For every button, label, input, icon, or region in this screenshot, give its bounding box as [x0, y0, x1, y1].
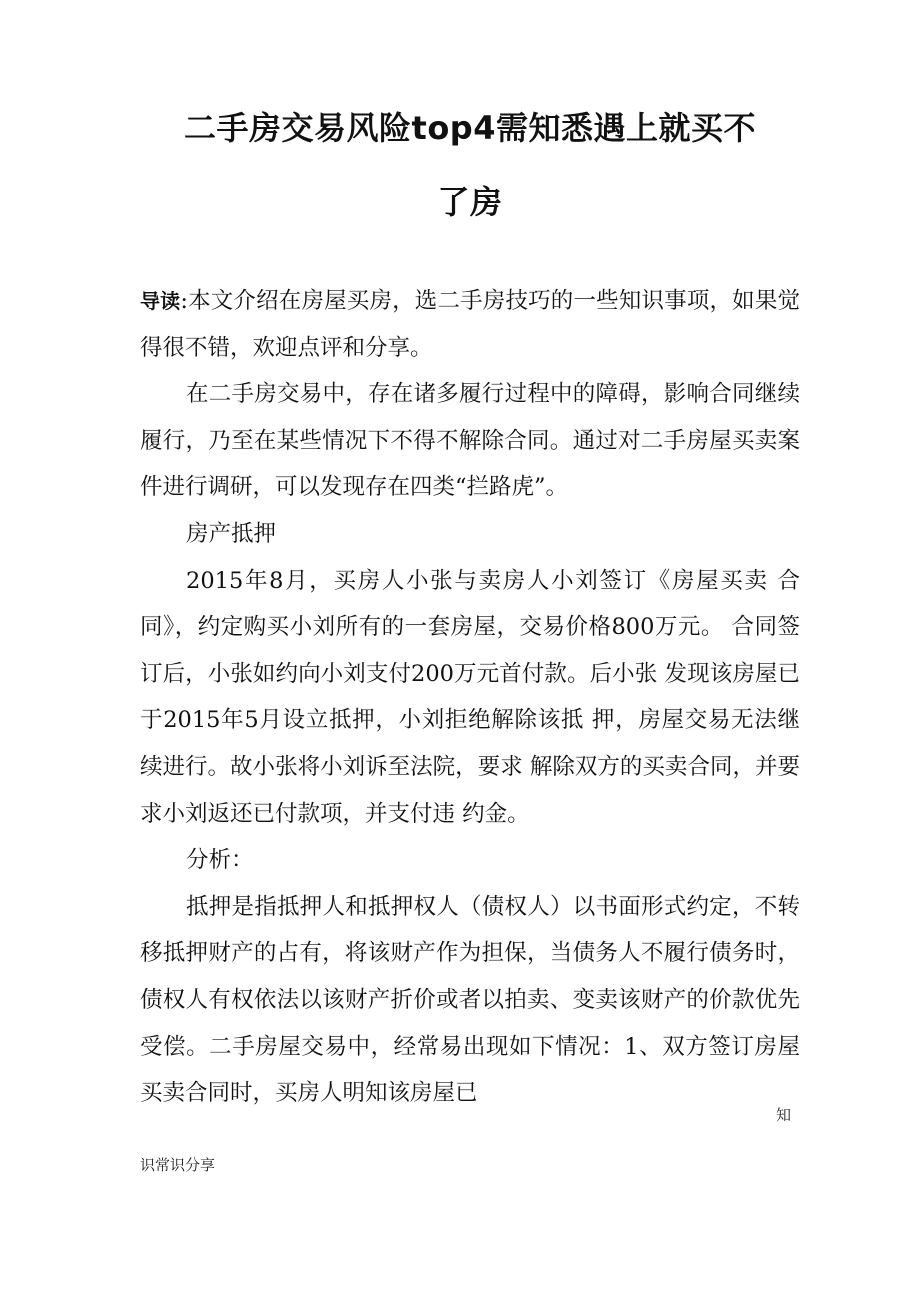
lead-label: 导读 — [140, 289, 181, 313]
document-title-line2: 了房 — [437, 183, 503, 221]
lead-paragraph — [140, 278, 800, 371]
body-paragraph-analysis: 抵押是指抵押人和抵押权人（债权人）以书面形式约定，不转移抵押财产的占有，将该财产作为担保，当债务人不履行债务时，债权人有权依法以该财产折价或者以拍卖、变卖该财产的价款优先受偿。二手房屋交易中，经常易出现如下情况：1、双方签订房屋买卖合同时，买房人明知该房屋已 — [140, 893, 800, 1107]
body-paragraph-case: 2015年8月，买房人小张与卖房人小刘签订《房屋买卖 合同》，约定购买小刘所有的一套房屋，交易价格800万元。 合同签订后，小张如约向小刘支付200万元首付款。后小张 发现该房屋已于2015年5月设立抵押，小刘拒绝解除该抵 押，房屋交易无法继续进行。故小张将小刘诉至法院，要求 解除双方的买卖合同，并要求小刘返还已付款项，并支付违 约金。 — [140, 567, 800, 827]
document-body — [140, 278, 800, 1117]
side-character: 知 — [776, 1106, 792, 1124]
document-title-line1: 二手房交易风险top4需知悉遇上就买不 — [184, 109, 756, 147]
analysis-heading: 分析： — [186, 847, 254, 874]
page-footer: 识常识分享 — [140, 1156, 216, 1174]
lead-text: :本文介绍在房屋买房，选二手房技巧的一些知识事项，如果觉得很不错，欢迎点评和分享。 — [140, 288, 800, 361]
body-paragraph-1: 在二手房交易中，存在诸多履行过程中的障碍，影响合同继续履行，乃至在某些情况下不得不解除合同。通过对二手房屋买卖案件进行调研，可以发现存在四类“拦路虎”。 — [140, 381, 800, 501]
section-heading-mortgage: 房产抵押 — [186, 520, 277, 547]
